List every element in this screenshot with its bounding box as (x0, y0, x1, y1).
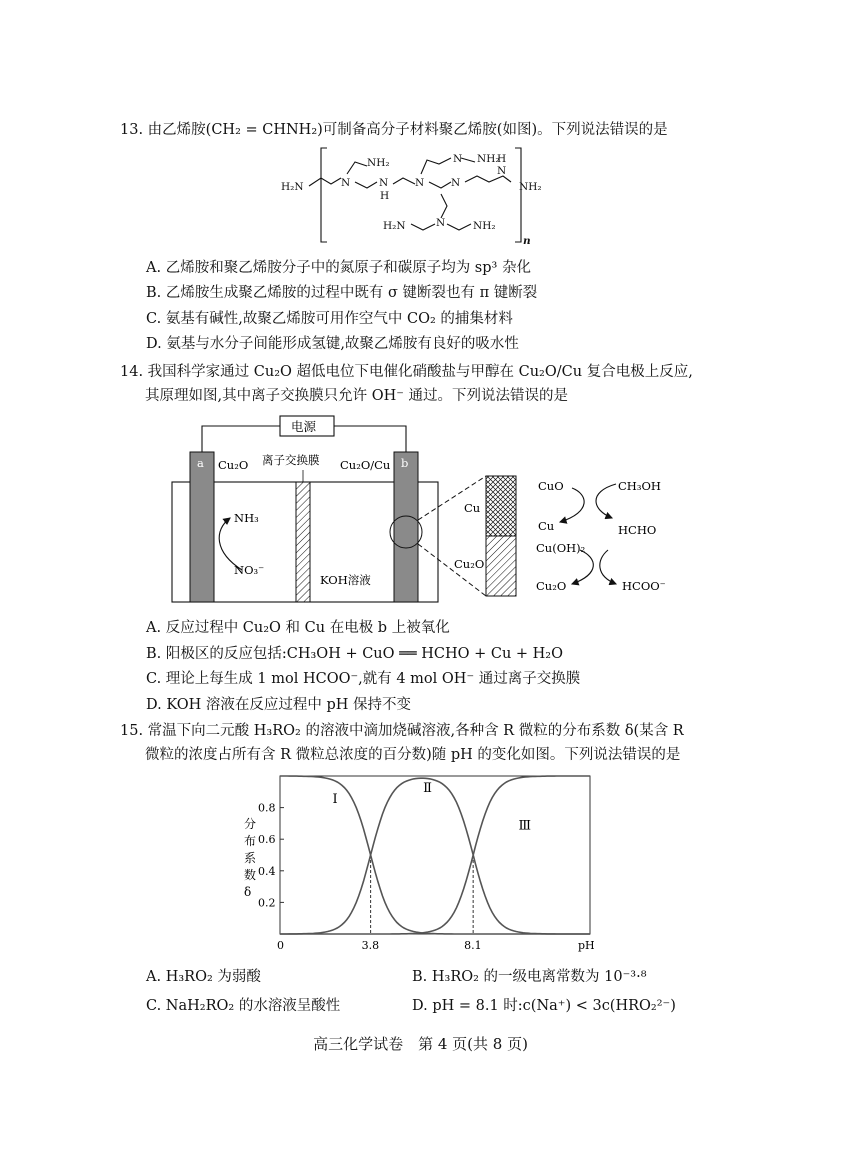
koh-solution-label: KOH溶液 (320, 573, 371, 587)
series-label: Ⅲ (518, 818, 532, 834)
cu2o-cu-electrode-label: Cu₂O/Cu (340, 458, 391, 472)
q14-option-a[interactable]: A. 反应过程中 Cu₂O 和 Cu 在电极 b 上被氧化 (146, 620, 450, 636)
page-footer: 高三化学试卷 第 4 页(共 8 页) (313, 1035, 528, 1053)
cu-layer (486, 476, 516, 536)
cu2o-layer-label: Cu₂O (454, 557, 485, 571)
cu-label: Cu (538, 519, 555, 533)
no3-label: NO₃⁻ (234, 563, 265, 577)
polyvinylamine-structure (275, 144, 575, 248)
y-tick-label: 0.8 (258, 801, 276, 815)
y-tick-label: 0.6 (258, 833, 276, 847)
h-atom: H (497, 153, 507, 165)
y-axis-label-char: 布 (244, 834, 257, 848)
question-15-stem-line2: 微粒的浓度占所有含 R 微粒总浓度的百分数)随 pH 的变化如图。下列说法错误的是 (145, 747, 681, 763)
amino-group: NH₂ (477, 153, 500, 165)
question-14-stem-line1: 14. 我国科学家通过 Cu₂O 超低电位下电催化硝酸盐与甲醇在 Cu₂O/Cu 复合电极上反应, (120, 364, 693, 380)
question-13-stem: 13. 由乙烯胺(CH₂ = CHNH₂)可制备高分子材料聚乙烯胺(如图)。下列说法错误的是 (120, 122, 668, 138)
electrode-a (190, 452, 214, 602)
x-tick-label: 0 (277, 939, 284, 952)
ch3oh-label: CH₃OH (618, 479, 661, 493)
q15-option-d[interactable]: D. pH = 8.1 时:c(Na⁺) < 3c(HRO₂²⁻) (412, 998, 676, 1014)
amino-group: H₂N (383, 220, 406, 232)
y-axis-label-char: 分 (244, 817, 257, 831)
distribution-chart (240, 772, 610, 952)
x-tick-label: 3.8 (361, 939, 380, 952)
q13-option-a[interactable]: A. 乙烯胺和聚乙烯胺分子中的氮原子和碳原子均为 sp³ 杂化 (146, 260, 531, 276)
power-supply-label: 电源 (291, 419, 317, 434)
ion-exchange-membrane (296, 482, 310, 602)
curve-h3ro2 (280, 776, 590, 934)
electrode-b (394, 452, 418, 602)
membrane-label: 离子交换膜 (262, 453, 320, 467)
cuo-label: CuO (538, 479, 564, 493)
nh3-label: NH₃ (234, 511, 259, 525)
cu-layer-label: Cu (464, 501, 481, 515)
series-label: Ⅱ (423, 780, 432, 796)
question-14-stem-line2: 其原理如图,其中离子交换膜只允许 OH⁻ 通过。下列说法错误的是 (145, 388, 569, 404)
n-atom: N (451, 177, 461, 189)
n-atom: N (415, 177, 425, 189)
q14-option-d[interactable]: D. KOH 溶液在反应过程中 pH 保持不变 (146, 697, 412, 713)
q13-option-b[interactable]: B. 乙烯胺生成聚乙烯胺的过程中既有 σ 键断裂也有 π 键断裂 (146, 285, 538, 301)
q15-option-b[interactable]: B. H₃RO₂ 的一级电离常数为 10⁻³·⁸ (412, 969, 647, 985)
y-axis-label-char: δ (244, 885, 252, 899)
h-atom: H (380, 190, 390, 202)
amino-group: NH₂ (367, 157, 390, 169)
curve-h2ro2 (280, 778, 590, 934)
electrode-a-label: a (197, 456, 204, 470)
n-atom: N (436, 217, 446, 229)
n-atom: N (497, 165, 507, 177)
n-atom: N (379, 177, 389, 189)
amino-group: NH₂ (473, 220, 496, 232)
y-tick-label: 0.4 (258, 864, 276, 878)
q14-option-c[interactable]: C. 理论上每生成 1 mol HCOO⁻,就有 4 mol OH⁻ 通过离子交换膜 (146, 671, 581, 687)
hcho-label: HCHO (618, 523, 657, 537)
x-tick-label: 8.1 (464, 939, 482, 952)
q15-option-a[interactable]: A. H₃RO₂ 为弱酸 (146, 969, 261, 985)
y-tick-label: 0.2 (258, 896, 276, 910)
cu2o-product-label: Cu₂O (536, 579, 567, 593)
question-15 (120, 719, 730, 767)
question-14 (120, 360, 730, 408)
repeat-n-label: n (523, 235, 531, 247)
q13-option-c[interactable]: C. 氨基有碱性,故聚乙烯胺可用作空气中 CO₂ 的捕集材料 (146, 311, 513, 327)
cu2o-layer (486, 536, 516, 596)
y-axis-label (244, 816, 256, 899)
cuoh2-label: Cu(OH)₂ (536, 541, 586, 555)
y-axis-label-char: 数 (244, 868, 257, 882)
question-13 (120, 118, 730, 142)
y-axis-label-char: 系 (244, 851, 257, 865)
n-atom: N (341, 177, 351, 189)
n-atom: N (453, 153, 463, 165)
electrolysis-diagram (168, 412, 678, 612)
q15-option-c[interactable]: C. NaH₂RO₂ 的水溶液呈酸性 (146, 998, 341, 1014)
q14-option-b[interactable]: B. 阳极区的反应包括:CH₃OH + CuO ══ HCHO + Cu + H₂O (146, 646, 563, 662)
chain-end-h2n: H₂N (281, 181, 304, 193)
hcoo-label: HCOO⁻ (622, 579, 666, 593)
cu2o-electrode-label: Cu₂O (218, 458, 249, 472)
curve-hro2 (280, 776, 590, 934)
x-axis-label: pH (578, 939, 595, 952)
series-label: Ⅰ (332, 791, 338, 807)
electrode-b-label: b (401, 456, 409, 470)
question-15-stem-line1: 15. 常温下向二元酸 H₃RO₂ 的溶液中滴加烧碱溶液,各种含 R 微粒的分布系数 δ(某含 R (120, 723, 684, 739)
q13-option-d[interactable]: D. 氨基与水分子间能形成氢键,故聚乙烯胺有良好的吸水性 (146, 336, 519, 352)
chain-end-nh2: NH₂ (519, 181, 542, 193)
